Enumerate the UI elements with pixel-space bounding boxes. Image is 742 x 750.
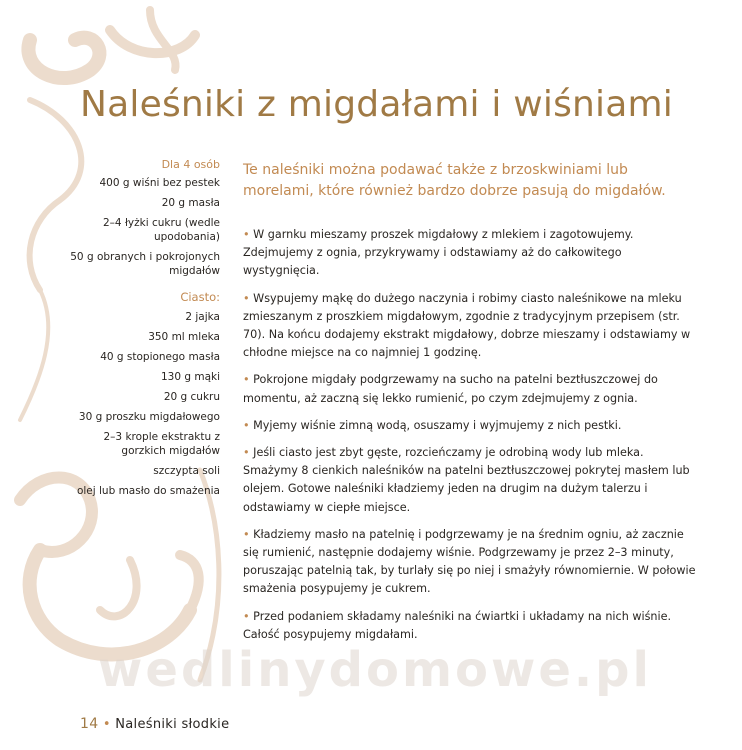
bullet-icon: • [243,228,254,241]
step-text: Myjemy wiśnie zimną wodą, osuszamy i wyjmujemy z nich pestki. [253,418,622,432]
step-item [243,417,698,435]
ingredient-item: 20 g cukru [163,391,220,403]
bullet-icon: • [243,446,254,460]
ingredient-item: 40 g stopionego masła [100,351,220,363]
step-text: W garnku mieszamy proszek migdałowy z mlekiem i zagotowujemy. Zdejmujemy z ognia, przykrywamy i odstawiamy aż do całkowitego wystygnięcia. [243,228,634,278]
page-footer [80,716,229,732]
servings-label: Dla 4 osób [161,158,220,171]
step-item [243,444,698,517]
ingredient-item: olej lub masło do smażenia [76,485,220,497]
ingredient-item: 400 g wiśni bez pestek [99,177,220,189]
ingredient-item: 2 jajka [185,311,220,323]
bullet-icon: • [243,609,254,623]
section-name: Naleśniki słodkie [115,717,230,732]
dough-heading: Ciasto: [180,290,220,304]
ingredients-list [66,158,220,504]
ingredient-item: 130 g mąki [160,371,220,383]
step-item [243,226,698,281]
ingredient-item: szczypta soli [153,465,220,477]
recipe-title: Naleśniki z migdałami i wiśniami [80,84,673,125]
ingredient-item: 30 g proszku migdałowego [78,411,220,423]
footer-bullet: • [102,717,111,732]
step-item [243,608,698,644]
step-text: Wsypujemy mąkę do dużego naczynia i robimy ciasto naleśnikowe na mleku zmieszanym z proszkiem migdałowym, zgodnie z tradycyjnym przepisem (str. 70). Na końcu dodajemy ekstrakt migdałowy, dobrze mieszamy i odstawiamy w chłodne miejsce na co najmniej 1 godzinę. [243,291,691,360]
page-number: 14 [80,716,99,732]
ingredient-item: 2–4 łyżki cukru (wedle upodobania) [103,217,220,243]
ingredient-item: 2–3 krople ekstraktu z gorzkich migdałów [103,431,220,457]
ingredient-item: 20 g masła [161,197,220,209]
step-text: Pokrojone migdały podgrzewamy na sucho na patelni beztłuszczowej do momentu, aż zaczną się lekko rumienić, po czym zdejmujemy z ognia. [243,373,658,405]
step-item [243,526,698,599]
ingredient-item: 50 g obranych i pokrojonych migdałów [70,251,220,277]
bullet-icon: • [243,527,254,541]
preparation-steps [243,226,698,653]
step-item [243,371,698,407]
recipe-intro: Te naleśniki można podawać także z brzoskwiniami lub morelami, które również bardzo dobrze pasują do migdałów. [243,162,666,199]
step-text: Przed podaniem składamy naleśniki na ćwiartki i układamy na nich wiśnie. Całość posypujemy migdałami. [243,609,672,641]
bullet-icon: • [243,418,254,432]
step-text: Jeśli ciasto jest zbyt gęste, rozcieńczamy je odrobiną wody lub mleka. Smażymy 8 cienkich naleśników na patelni beztłuszczowej pokrytej masłem lub olejem. Gotowe naleśniki kładziemy jeden na drugim na dużym talerzu i odstawiamy w ciepłe miejsce. [243,446,690,514]
ingredient-item: 350 ml mleka [148,331,220,343]
step-text: Kładziemy masło na patelnię i podgrzewamy je na średnim ogniu, aż zacznie się rumienić, następnie dodajemy wiśnie. Podgrzewamy je przez 2–3 minuty, poruszając patelnią tak, by turlały się po niej i smażyły równomiernie. W połowie smażenia posypujemy je cukrem. [243,527,696,596]
step-item [243,290,698,363]
site-watermark: wedlinydomowe.pl [98,642,652,698]
bullet-icon: • [243,373,254,387]
bullet-icon: • [243,291,254,305]
